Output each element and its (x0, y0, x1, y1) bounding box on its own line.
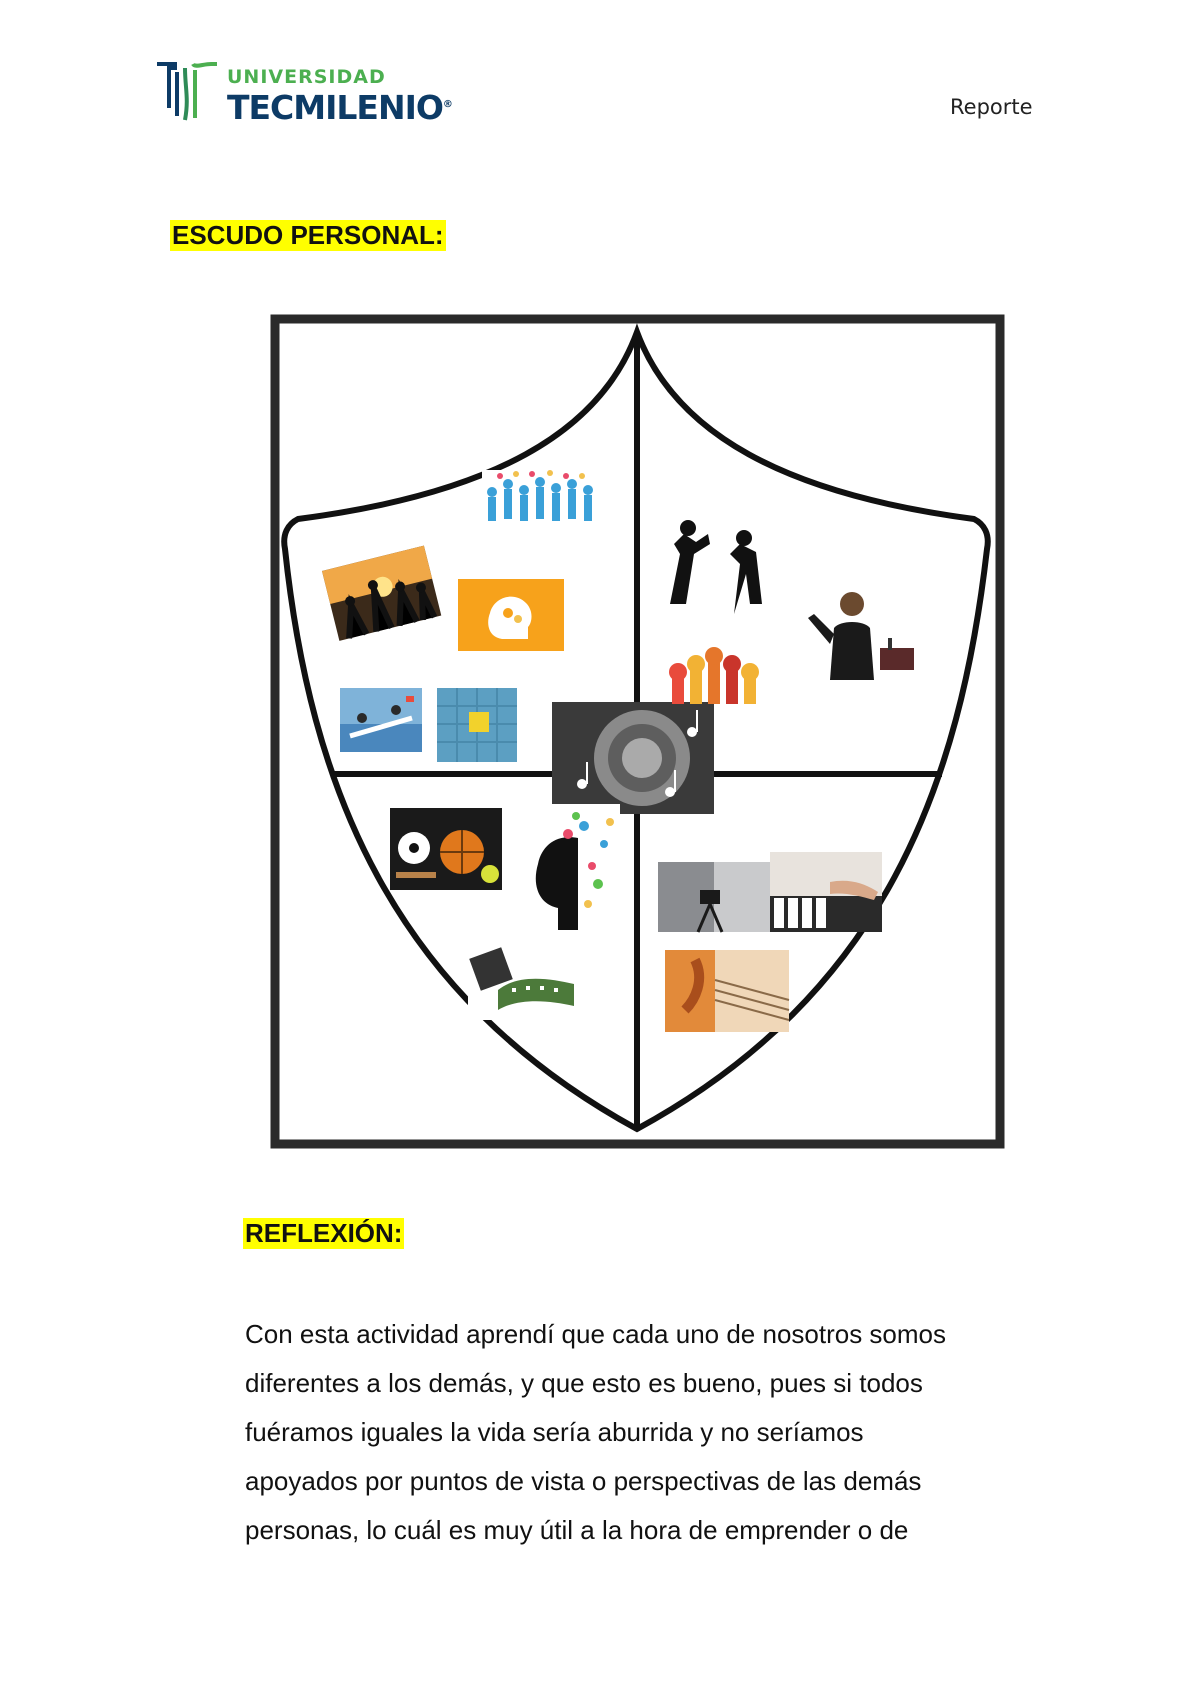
university-logo (155, 58, 455, 128)
head-music-notes-illustration (518, 804, 620, 930)
registered-mark: ® (442, 99, 452, 110)
camera-tripod-photo (658, 862, 770, 932)
sticky-note-wall-photo (437, 688, 517, 762)
paragraph-line: apoyados por puntos de vista o perspectivas de las demás (245, 1466, 922, 1496)
head-ideas-orange-illustration (458, 579, 564, 651)
reflection-paragraph (245, 1310, 1045, 1555)
crowd-silhouettes-illustration (482, 470, 600, 528)
personal-shield-figure (270, 314, 1005, 1149)
paragraph-line: Con esta actividad aprendí que cada uno de nosotros somos (245, 1319, 947, 1349)
film-camera-reel-photo (468, 944, 584, 1020)
paragraph-line: fuéramos iguales la vida sería aburrida y no seríamos (245, 1417, 864, 1447)
reflection-section-title: REFLEXIÓN: (245, 1218, 403, 1248)
paragraph-line: diferentes a los demás, y que esto es bueno, pues si todos (245, 1368, 923, 1398)
sports-balls-photo (390, 808, 502, 890)
logo-line-universidad: UNIVERSIDAD (227, 66, 386, 88)
piano-playing-photo (770, 852, 882, 932)
logo-name: TECMILENIO (227, 88, 443, 127)
tecmilenio-emblem-icon (155, 58, 225, 124)
businesswoman-speaking-photo (800, 584, 918, 680)
header-label: Reporte (950, 95, 1033, 119)
paragraph-line: personas, lo cuál es muy útil a la hora de emprender o de (245, 1515, 909, 1545)
guitar-closeup-photo (665, 950, 789, 1032)
music-notes-bw-photo (552, 702, 714, 814)
logo-line-tecmilenio (227, 88, 452, 127)
teamwork-bridge-photo (340, 688, 422, 752)
shield-section-title: ESCUDO PERSONAL: (172, 220, 444, 250)
